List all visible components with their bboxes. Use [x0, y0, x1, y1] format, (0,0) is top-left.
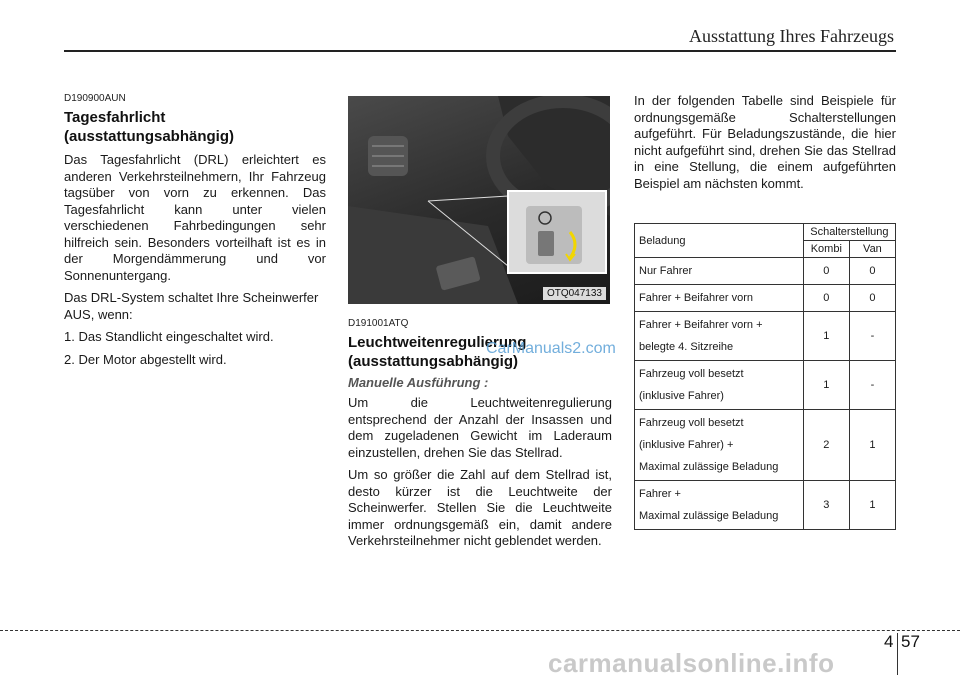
row-label-line: Fahrer + Beifahrer vorn + [639, 319, 763, 331]
column-leveling [348, 96, 612, 556]
row-label [635, 481, 804, 530]
row-label-line: Fahrer + Beifahrer vorn [639, 292, 754, 304]
row-label-line: (inklusive Fahrer) + [639, 439, 734, 451]
van-value: 1 [849, 410, 895, 481]
header-divider [64, 50, 896, 52]
section-number: 4 [884, 632, 894, 651]
row-label-line: Fahrer + [639, 488, 681, 500]
van-value: - [849, 312, 895, 361]
paragraph: In der folgenden Tabelle sind Beispiele für ordnungsgemäße Schalterstellungen aufgeführt. Für Beladungszustände, die hier nicht aufgeführt sind, drehen Sie das Stellrad in eine Stellung, die einem aufgeführten Beispiel am nächsten kommt. [634, 93, 896, 191]
page-number: 57 [901, 632, 920, 651]
watermark-carmanualsonline: carmanualsonline.info [548, 648, 835, 678]
kombi-value: 1 [803, 312, 849, 361]
kombi-value: 3 [803, 481, 849, 530]
header-kombi: Kombi [803, 241, 849, 258]
header-switch: Schalterstellung [803, 224, 895, 241]
row-label-line: belegte 4. Sitzreihe [639, 341, 734, 353]
subsection-title: Manuelle Ausführung : [348, 375, 489, 390]
table-row [635, 481, 896, 530]
title-line: Leuchtweitenregulierung [348, 334, 527, 351]
section-code: D191001ATQ [348, 318, 409, 329]
header-van: Van [849, 241, 895, 258]
paragraph: Das DRL-System schaltet Ihre Scheinwerfer AUS, wenn: [64, 290, 319, 322]
page-header-title: Ausstattung Ihres Fahrzeugs [689, 26, 894, 46]
row-label-line: Maximal zulässige Beladung [639, 461, 779, 473]
van-value: - [849, 361, 895, 410]
table-header-row [635, 224, 896, 241]
figure-caption: OTQ047133 [543, 287, 606, 300]
kombi-value: 0 [803, 285, 849, 312]
table-row [635, 410, 896, 481]
row-label [635, 285, 804, 312]
list-item: 1. Das Standlicht eingeschaltet wird. [64, 329, 274, 344]
kombi-value: 2 [803, 410, 849, 481]
table-row [635, 285, 896, 312]
kombi-value: 0 [803, 258, 849, 285]
row-label [635, 361, 804, 410]
row-label-line: Fahrzeug voll besetzt [639, 368, 744, 380]
row-label-line: Fahrzeug voll besetzt [639, 417, 744, 429]
paragraph: Um so größer die Zahl auf dem Stellrad ist, desto kürzer ist die Leuchtweite der Scheinwerfer. Stellen Sie die Leuchtweite immer ordnungsgemäß ein, damit andere Verkehrsteilnehmer nicht geblendet werden. [348, 467, 612, 548]
column-drl [64, 93, 326, 374]
van-value: 1 [849, 481, 895, 530]
paragraph: Um die Leuchtweitenregulierung entsprechend der Anzahl der Insassen und dem zugeladenen Gewicht im Laderaum einzustellen, drehen Sie das Stellrad. [348, 395, 612, 460]
row-label-line: (inklusive Fahrer) [639, 390, 724, 402]
page-number-divider [897, 633, 898, 675]
list-item: 2. Der Motor abgestellt wird. [64, 351, 227, 367]
title-line: (ausstattungsabhängig) [348, 353, 519, 370]
van-value: 0 [849, 285, 895, 312]
watermark-carmanuals2: CarManuals2.com [486, 340, 616, 357]
footer-divider [0, 630, 960, 631]
section-code: D190900AUN [64, 93, 126, 104]
column-table-intro [634, 93, 896, 198]
table-row [635, 312, 896, 361]
section-title-drl: Tagesfahrlicht (ausstattungsabhängig) [64, 109, 235, 145]
row-label-line: Nur Fahrer [639, 265, 693, 277]
row-label [635, 258, 804, 285]
kombi-value: 1 [803, 361, 849, 410]
table-row [635, 258, 896, 285]
row-label [635, 312, 804, 361]
row-label [635, 410, 804, 481]
paragraph: Das Tagesfahrlicht (DRL) erleichtert es anderen Verkehrsteilnehmern, Ihr Fahrzeug tagsüber von vorn zu erkennen. Das Tagesfahrlicht kann unter vielen verschiedenen Fahrbedingungen sehr hilfreich sein. Besonders vorteilhaft ist es in der Morgendämmerung und vor Sonnenuntergang. [64, 152, 326, 283]
switch-position-table [634, 223, 896, 530]
dashboard-photo [348, 96, 610, 304]
header-load: Beladung [635, 224, 804, 258]
van-value: 0 [849, 258, 895, 285]
table-row [635, 361, 896, 410]
dashboard-illustration [348, 96, 610, 304]
row-label-line: Maximal zulässige Beladung [639, 510, 779, 522]
